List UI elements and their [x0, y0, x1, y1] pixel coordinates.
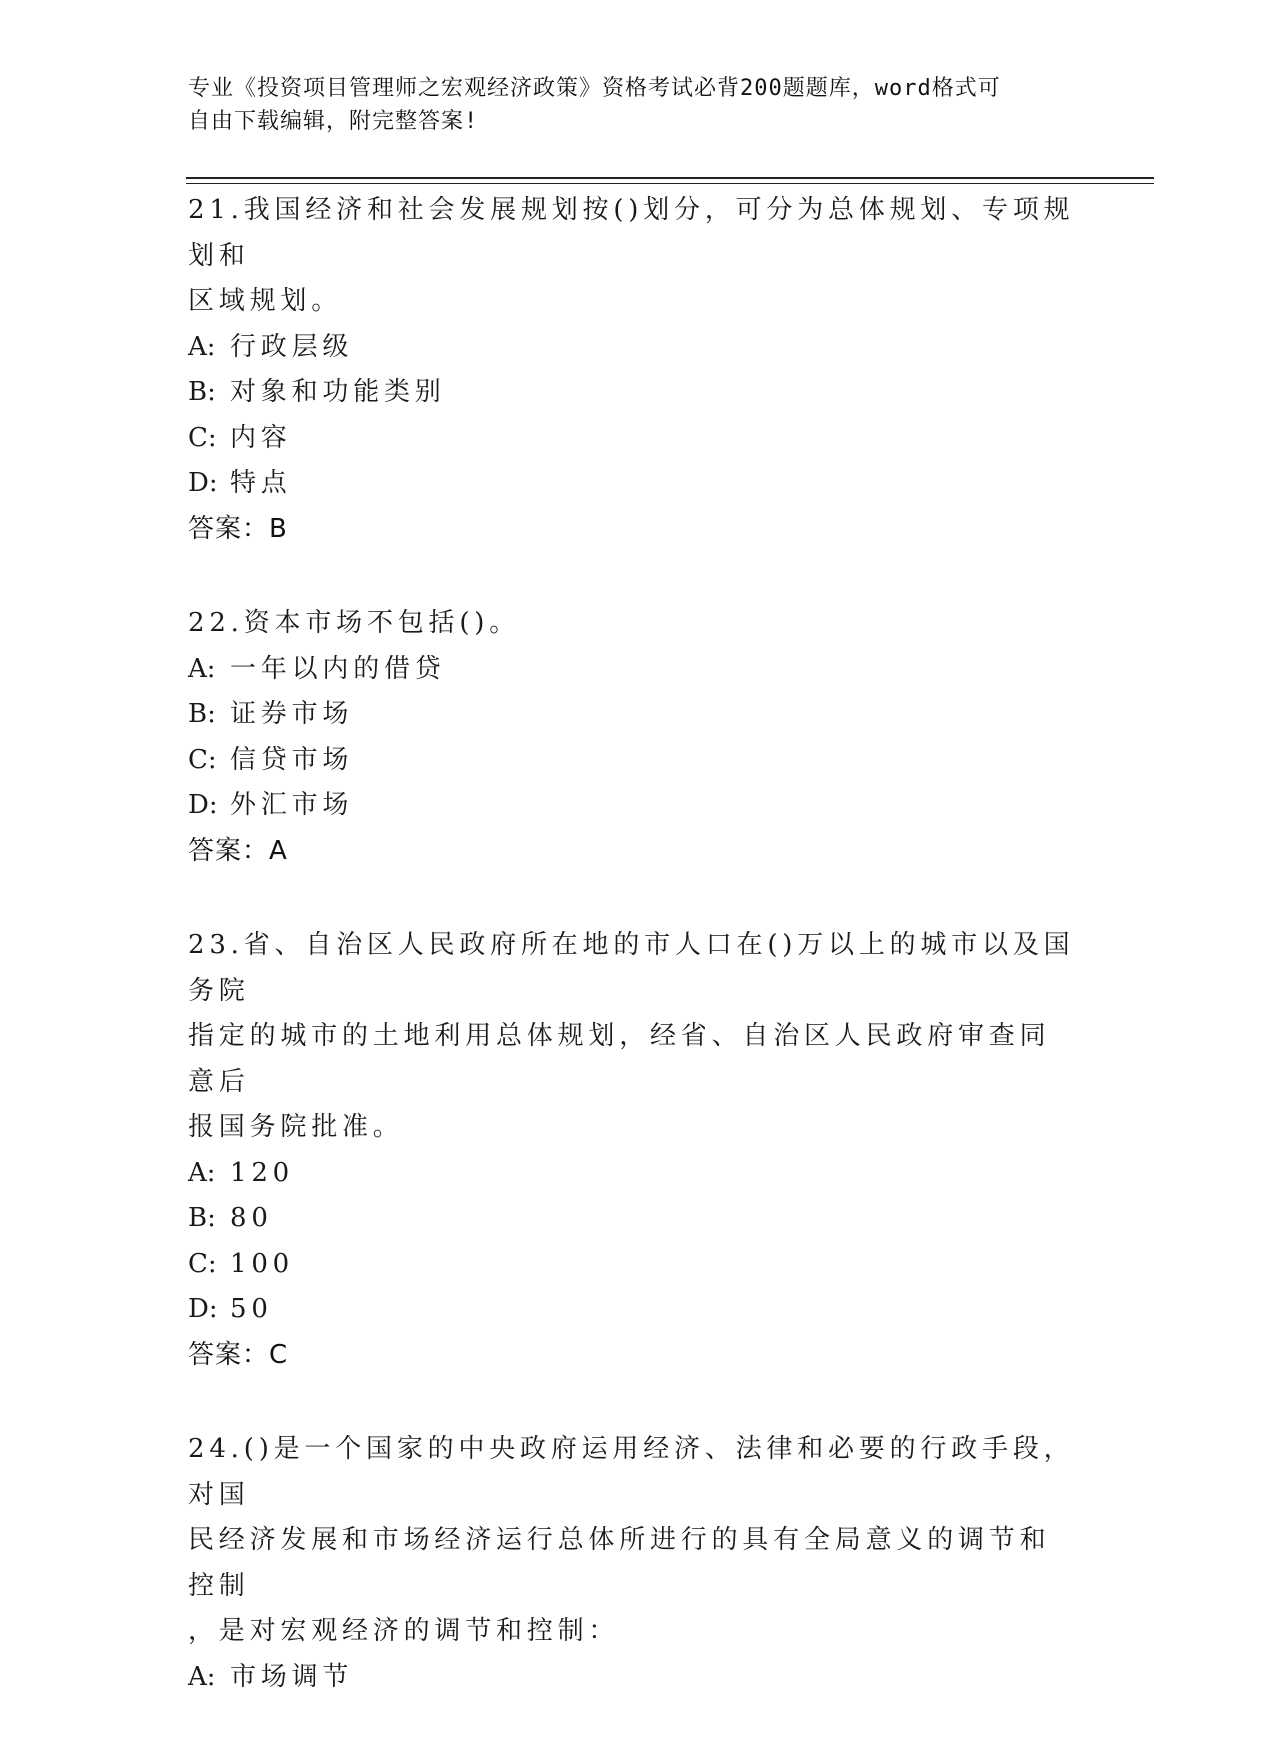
option-letter: C:	[188, 744, 217, 775]
option-text: 市场调节	[230, 1661, 354, 1692]
option-letter: B:	[188, 699, 216, 729]
option-text: 一年以内的借贷	[230, 653, 446, 684]
question-item	[188, 1427, 1078, 1700]
option-text: 信贷市场	[230, 744, 354, 775]
document-header	[188, 72, 1068, 138]
option-letter: D:	[188, 468, 218, 498]
answer-option	[188, 1655, 1078, 1701]
header-divider-thin	[186, 183, 1154, 184]
option-letter: D:	[188, 1294, 218, 1324]
answer-option	[188, 647, 1078, 693]
question-stem-line: ，是对宏观经济的调节和控制：	[188, 1616, 620, 1646]
question-stem-line: 21.我国经济和社会发展规划按()划分，可分为总体规划、专项规划和	[188, 195, 1075, 271]
answer-key: 答案：B	[188, 513, 288, 544]
question-stem-line: 23.省、自治区人民政府所在地的市人口在()万以上的城市以及国务院	[188, 930, 1075, 1006]
answer-option	[188, 370, 1078, 416]
header-divider-thick	[186, 177, 1154, 179]
question-list	[188, 188, 1078, 1749]
option-text: 特点	[230, 468, 292, 498]
option-text: 证券市场	[230, 699, 354, 729]
question-stem-line: 区域规划。	[188, 286, 343, 316]
question-stem-line: 民经济发展和市场经济运行总体所进行的具有全局意义的调节和控制	[188, 1525, 1051, 1601]
option-text: 120	[230, 1157, 295, 1188]
option-letter: B:	[188, 377, 216, 407]
answer-option	[188, 461, 1078, 507]
answer-option	[188, 738, 1078, 784]
header-line-1: 专业《投资项目管理师之宏观经济政策》资格考试必背200题题库，word格式可	[188, 76, 1001, 101]
answer-option	[188, 416, 1078, 462]
question-stem-line: 24.()是一个国家的中央政府运用经济、法律和必要的行政手段，对国	[188, 1434, 1075, 1510]
option-letter: A:	[188, 331, 216, 362]
option-text: 行政层级	[230, 331, 354, 362]
question-stem-line: 指定的城市的土地利用总体规划，经省、自治区人民政府审查同意后	[188, 1021, 1051, 1097]
answer-key: 答案：A	[188, 835, 288, 866]
option-text: 100	[230, 1248, 295, 1279]
answer-option	[188, 1151, 1078, 1197]
answer-option	[188, 783, 1078, 829]
question-stem-line: 22.资本市场不包括()。	[188, 608, 521, 638]
option-text: 50	[230, 1294, 273, 1324]
option-letter: A:	[188, 1661, 216, 1692]
answer-option	[188, 1196, 1078, 1242]
option-letter: D:	[188, 790, 218, 820]
answer-key: 答案：C	[188, 1339, 289, 1370]
answer-option	[188, 1287, 1078, 1333]
question-item	[188, 601, 1078, 874]
option-letter: B:	[188, 1203, 216, 1233]
option-letter: C:	[188, 1248, 217, 1279]
answer-option	[188, 325, 1078, 371]
option-text: 对象和功能类别	[230, 377, 446, 407]
option-text: 80	[230, 1203, 273, 1233]
answer-option	[188, 692, 1078, 738]
option-text: 内容	[230, 422, 292, 453]
question-item	[188, 188, 1078, 552]
question-item	[188, 923, 1078, 1378]
question-stem-line: 报国务院批准。	[188, 1112, 404, 1142]
option-letter: A:	[188, 653, 216, 684]
header-line-2: 自由下载编辑，附完整答案!	[188, 109, 479, 134]
answer-option	[188, 1242, 1078, 1288]
option-letter: C:	[188, 422, 217, 453]
option-letter: A:	[188, 1157, 216, 1188]
option-text: 外汇市场	[230, 790, 354, 820]
